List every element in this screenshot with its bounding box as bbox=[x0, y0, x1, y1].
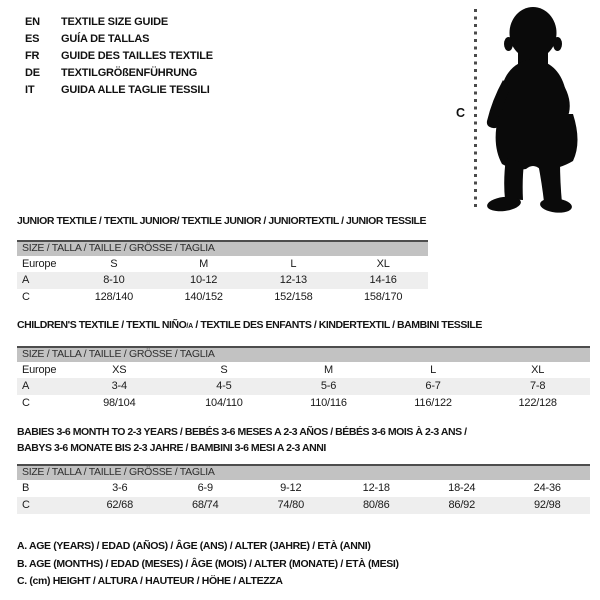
language-row bbox=[25, 31, 213, 48]
table-cell: 12-18 bbox=[362, 482, 390, 494]
table-cell: M bbox=[199, 257, 209, 270]
table-cell: 3-4 bbox=[111, 380, 127, 393]
footnote-b: B. AGE (MONTHS) / EDAD (MESES) / ÂGE (MOIS) / ALTER (MONATE) / ETÀ (MESI) bbox=[17, 557, 399, 570]
table-cell: 5-6 bbox=[320, 380, 337, 393]
language-row bbox=[25, 14, 213, 31]
height-figure bbox=[450, 0, 600, 215]
babies-section-heading-line2: BABYS 3-6 MONATE BIS 2-3 JAHRE / BAMBINI 3-6 MESI A 2-3 ANNI bbox=[17, 442, 326, 454]
language-title: GUÍA DE TALLAS bbox=[61, 33, 150, 45]
language-code: IT bbox=[25, 84, 35, 96]
table-row bbox=[17, 378, 590, 395]
junior-size-table bbox=[17, 240, 428, 305]
table-cell: 12-13 bbox=[279, 274, 307, 287]
table-row bbox=[17, 272, 428, 289]
size-bar: SIZE / TALLA / TAILLE / GRÖSSE / TAGLIA bbox=[17, 240, 428, 256]
table-row bbox=[17, 480, 590, 497]
row-label: Europe bbox=[22, 257, 57, 270]
table-cell: 14-16 bbox=[369, 274, 397, 287]
table-row bbox=[17, 395, 590, 412]
children-heading-pre: CHILDREN'S TEXTILE / TEXTIL NIÑO bbox=[17, 319, 187, 331]
size-bar: SIZE / TALLA / TAILLE / GRÖSSE / TAGLIA bbox=[17, 346, 590, 362]
table-cell: 158/170 bbox=[363, 290, 403, 303]
language-code: ES bbox=[25, 33, 40, 45]
language-title: GUIDA ALLE TAGLIE TESSILI bbox=[61, 84, 210, 96]
table-cell: 4-5 bbox=[216, 380, 232, 393]
table-cell: 68/74 bbox=[191, 499, 219, 511]
size-bar: SIZE / TALLA / TAILLE / GRÖSSE / TAGLIA bbox=[17, 464, 590, 480]
table-cell: 128/140 bbox=[94, 290, 134, 303]
language-title: TEXTILE SIZE GUIDE bbox=[61, 16, 169, 28]
junior-section-heading: JUNIOR TEXTILE / TEXTIL JUNIOR/ TEXTILE JUNIOR / JUNIORTEXTIL / JUNIOR TESSILE bbox=[17, 215, 427, 227]
children-size-table bbox=[17, 346, 590, 411]
children-heading-post: / TEXTILE DES ENFANTS / KINDERTEXTIL / BAMBINI TESSILE bbox=[192, 319, 482, 331]
table-cell: 9-12 bbox=[280, 482, 302, 494]
footnote-c: C. (cm) HEIGHT / ALTURA / HAUTEUR / HÖHE / ALTEZZA bbox=[17, 575, 283, 587]
table-cell: L bbox=[430, 363, 437, 376]
table-row bbox=[17, 256, 428, 273]
table-cell: S bbox=[110, 257, 118, 270]
row-label: A bbox=[22, 380, 30, 393]
table-cell: 24-36 bbox=[533, 482, 561, 494]
table-cell: 140/152 bbox=[184, 290, 223, 303]
row-label: C bbox=[22, 499, 30, 511]
table-cell: 104/110 bbox=[205, 396, 243, 409]
language-code: EN bbox=[25, 16, 40, 28]
language-row bbox=[25, 82, 213, 99]
row-label: Europe bbox=[22, 363, 57, 376]
language-row bbox=[25, 65, 213, 82]
table-row bbox=[17, 362, 590, 379]
children-heading-subscript: /A bbox=[186, 323, 193, 330]
table-cell: 3-6 bbox=[112, 482, 128, 494]
footnotes bbox=[17, 538, 399, 591]
table-cell: 10-12 bbox=[190, 274, 218, 287]
table-cell: 18-24 bbox=[448, 482, 476, 494]
language-code: DE bbox=[25, 67, 40, 79]
table-cell: 98/104 bbox=[103, 396, 136, 409]
table-row bbox=[17, 289, 428, 306]
table-cell: 8-10 bbox=[103, 274, 125, 287]
table-cell: 92/98 bbox=[533, 499, 561, 511]
table-cell: 152/158 bbox=[274, 290, 313, 303]
table-cell: S bbox=[220, 363, 228, 376]
table-cell: M bbox=[324, 363, 333, 376]
footnote-a: A. AGE (YEARS) / EDAD (AÑOS) / ÂGE (ANS) / ALTER (JAHRE) / ETÀ (ANNI) bbox=[17, 540, 371, 552]
table-cell: 116/122 bbox=[414, 396, 452, 409]
table-cell: 6-9 bbox=[197, 482, 213, 494]
table-row bbox=[17, 497, 590, 514]
row-label: C bbox=[22, 396, 30, 409]
row-label: C bbox=[22, 290, 30, 303]
height-dotted-line bbox=[474, 9, 477, 209]
table-cell: 6-7 bbox=[425, 380, 441, 393]
children-section-heading bbox=[17, 319, 482, 331]
table-cell: 74/80 bbox=[277, 499, 305, 511]
table-cell: XL bbox=[376, 257, 390, 270]
language-code: FR bbox=[25, 50, 40, 62]
table-cell: XL bbox=[531, 363, 545, 376]
table-cell: 80/86 bbox=[362, 499, 390, 511]
height-measure-label: C bbox=[456, 106, 466, 120]
table-cell: 110/116 bbox=[310, 396, 347, 409]
row-label: B bbox=[22, 482, 30, 494]
table-cell: 122/128 bbox=[518, 396, 557, 409]
babies-section-heading-line1: BABIES 3-6 MONTH TO 2-3 YEARS / BEBÉS 3-6 MESES A 2-3 AÑOS / BÉBÉS 3-6 MOIS À 2-3 ANS / bbox=[17, 426, 467, 438]
table-cell: 62/68 bbox=[106, 499, 134, 511]
language-row bbox=[25, 48, 213, 65]
language-guide-list bbox=[25, 14, 213, 99]
language-title: GUIDE DES TAILLES TEXTILE bbox=[61, 50, 213, 62]
table-cell: L bbox=[290, 257, 297, 270]
babies-size-table bbox=[17, 464, 590, 514]
table-cell: 86/92 bbox=[448, 499, 476, 511]
table-cell: 7-8 bbox=[530, 380, 546, 393]
row-label: A bbox=[22, 274, 30, 287]
table-cell: XS bbox=[112, 363, 127, 376]
baby-silhouette-icon bbox=[480, 2, 600, 214]
language-title: TEXTILGRÖßENFÜHRUNG bbox=[61, 67, 198, 79]
